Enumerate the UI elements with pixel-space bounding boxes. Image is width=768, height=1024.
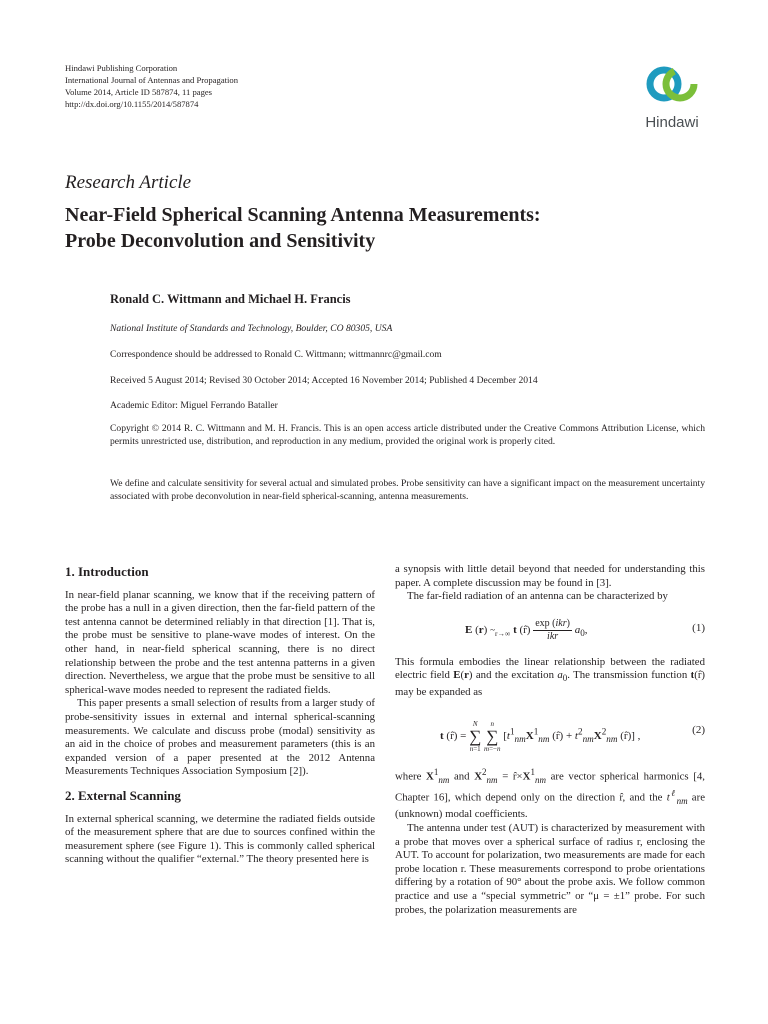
logo-text: Hindawi xyxy=(645,114,699,131)
linear-relationship-paragraph: This formula embodies the linear relationship between the radiated electric field E(r) and the excitation $a_0$. The transmission function t(r̂) may be expanded as xyxy=(395,655,706,699)
hindawi-logo xyxy=(632,58,712,138)
external-paragraph-1: In external spherical scanning, we determine the radiated fields outside of the measurement sphere that are due to sources confined within the measurement sphere (see Figure 1). This is commonly called spherical scanning without the qualifier “external.” The theory presented here is xyxy=(65,812,375,866)
copyright-notice: Copyright © 2014 R. C. Wittmann and M. H. Francis. This is an open access article distributed under the Creative Commons Attribution License, which permits unrestricted use, distribution, and reproduction in any medium, provided the original work is properly cited. xyxy=(110,423,705,448)
title-line-2: Probe Deconvolution and Sensitivity xyxy=(65,230,376,252)
affiliation: National Institute of Standards and Technology, Boulder, CO 80305, USA xyxy=(110,323,393,334)
volume-line: Volume 2014, Article ID 587874, 11 pages xyxy=(65,87,213,97)
intro-paragraph-2: This paper presents a small selection of results from a larger study of probe-sensitivity issues in external and internal spherical-scanning measurements. We calculate and discuss probe (modal) sensitivity as an aid in the choice of probes and measurement parameters (this is an expanded version of a paper presented at the 2012 Antenna Measurements Techniques Association Symposium [2]). xyxy=(65,697,375,778)
left-column xyxy=(65,563,375,867)
publisher-line: Hindawi Publishing Corporation xyxy=(65,63,178,73)
academic-editor: Academic Editor: Miguel Ferrando Bataller xyxy=(110,400,278,411)
title-line-1: Near-Field Spherical Scanning Antenna Measurements: xyxy=(65,204,541,226)
equation-1-body: E (r) $\sim_{r\to\infty}$ t (r̂) $\frac{\text{exp (ikr)}}{\text{ikr}}$ $a_0$, xyxy=(465,617,588,642)
paper-title xyxy=(65,202,685,254)
equation-1-number: (1) xyxy=(692,621,705,634)
received-dates: Received 5 August 2014; Revised 30 October 2014; Accepted 16 November 2014; Published 4 December 2014 xyxy=(110,375,538,386)
equation-2-body: t (r̂) = N ∑ n=1 n ∑ m=−n [$t^1_{nm}X^1_{nm}$ (r̂) + $t^2_{nm}X^2_{nm}$ (r̂)] , xyxy=(440,719,641,753)
far-field-paragraph: The far-field radiation of an antenna can be characterized by xyxy=(407,590,668,603)
intro-paragraph-1: In near-field planar scanning, we know that if the receiving pattern of the probe has a null in a given direction, then the far-field pattern of the test antenna cannot be determined reliably in that direction [1]. That is, the probe must be sensitive to plane-wave modes of interest. On the other hand, in near-field spherical scanning, there is no direct relationship between the probe and the test antenna patterns in a given direction. Nevertheless, we argue that the probe must be sensitive to all spherical-wave modes needed to represent the radiated fields. xyxy=(65,588,375,696)
article-type: Research Article xyxy=(65,172,192,193)
abstract: We define and calculate sensitivity for several actual and simulated probes. Probe sensitivity can have a significant impact on the measurement uncertainty associated with probe deconvolution in near-field spherical-scanning, antenna measurements. xyxy=(110,478,705,503)
section-heading-external-scanning: 2. External Scanning xyxy=(65,787,181,803)
hindawi-logo-icon xyxy=(644,58,700,110)
equation-1 xyxy=(395,610,705,650)
synopsis-paragraph: a synopsis with little detail beyond that needed for understanding this paper. A complete discussion may be found in [3]. xyxy=(395,563,705,589)
authors: Ronald C. Wittmann and Michael H. Francis xyxy=(110,292,351,306)
equation-2-number: (2) xyxy=(692,723,705,736)
correspondence: Correspondence should be addressed to Ronald C. Wittmann; wittmannrc@gmail.com xyxy=(110,349,442,360)
equation-2 xyxy=(395,706,705,760)
journal-line: International Journal of Antennas and Propagation xyxy=(65,75,239,85)
journal-meta xyxy=(65,62,238,110)
section-heading-introduction: 1. Introduction xyxy=(65,564,149,579)
doi-link[interactable]: http://dx.doi.org/10.1155/2014/587874 xyxy=(65,99,199,109)
right-column xyxy=(395,563,705,917)
aut-paragraph: The antenna under test (AUT) is characterized by measurement with a probe that moves over a spherical surface of radius r, enclosing the AUT. To account for polarization, two measurements are made for each probe location r. These measurements correspond to probe orientations differing by a rotation of 90° about the probe axis. We follow common practice and use a “special symmetric” or “μ = ±1” probe. For such probes, the polarization measurements are xyxy=(395,822,705,916)
harmonics-paragraph: where $X^1_{nm}$ and $X^2_{nm}$ = $r̂\times X^1_{nm}$ are vector spherical harmonics [4, Chapter 16], which depend only on the direction r̂, and the $t^\ell_{nm}$ are (unknown) modal coefficients. xyxy=(395,766,705,821)
